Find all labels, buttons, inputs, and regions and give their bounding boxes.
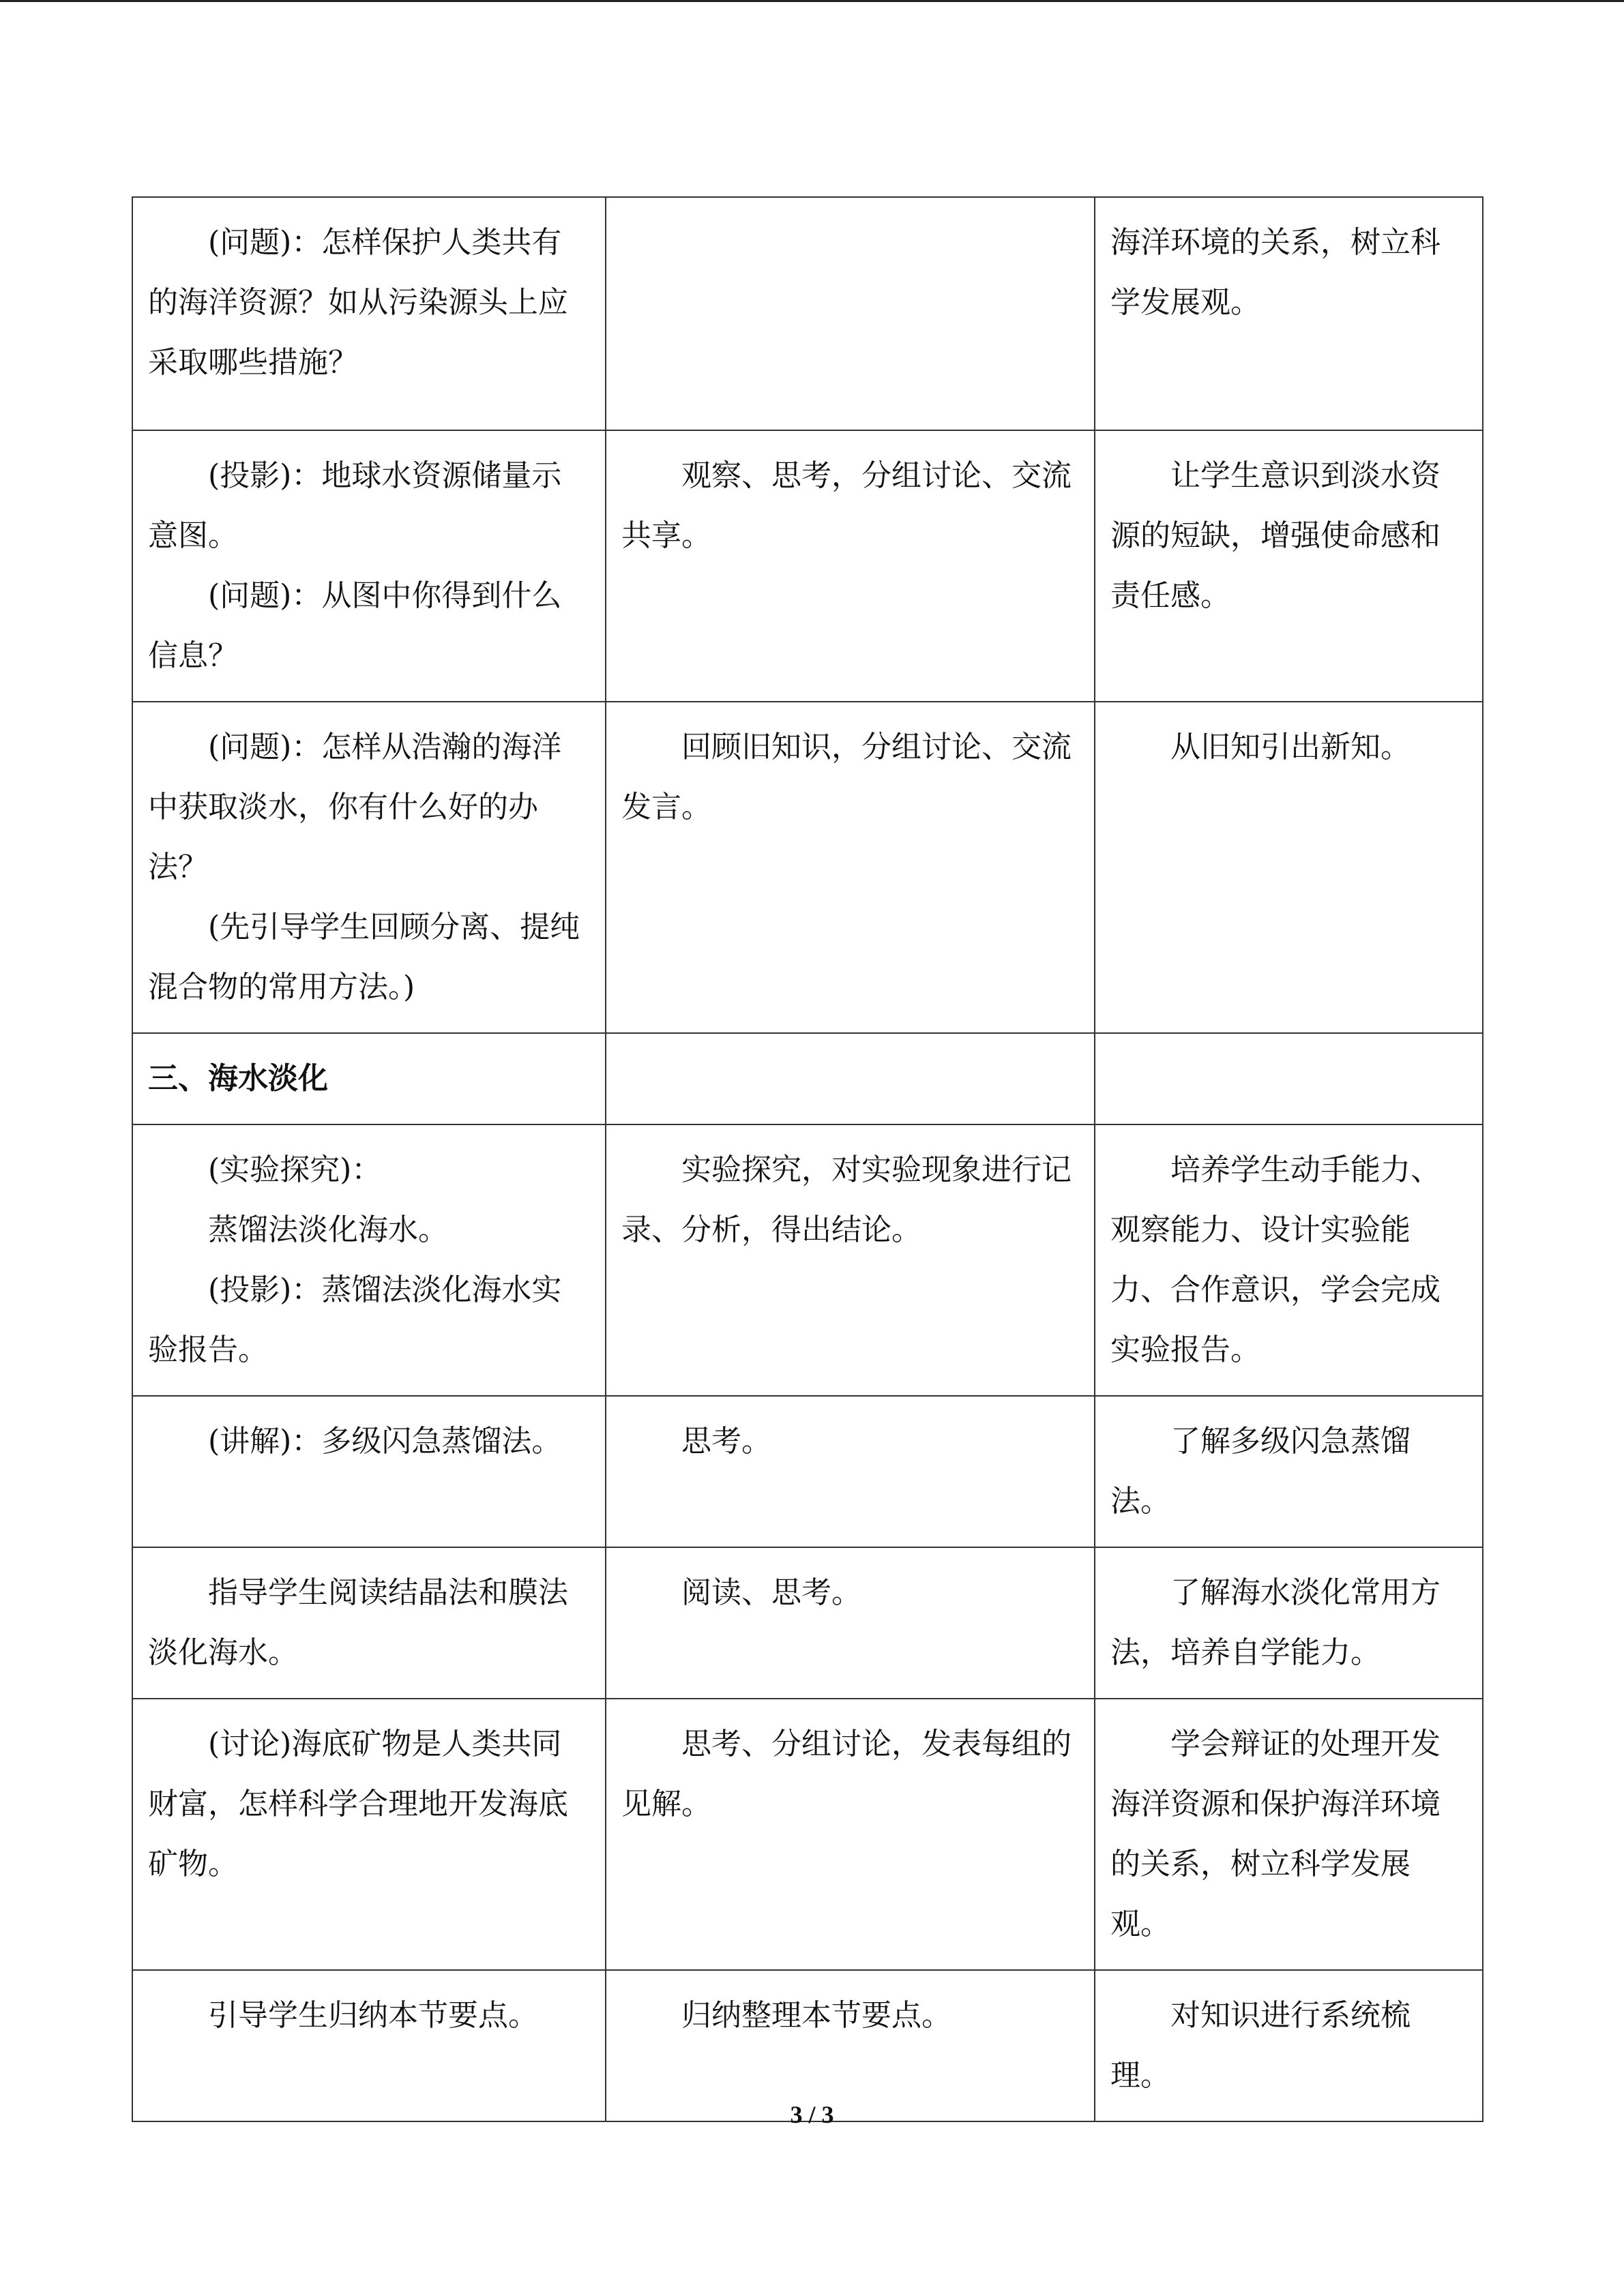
- student-activity-cell: [606, 1547, 1095, 1699]
- design-intent-cell: [1095, 1124, 1483, 1396]
- cell-paragraph: (讲解)：多级闪急蒸馏法。: [208, 1424, 562, 1459]
- empty-cell: [606, 1033, 1095, 1124]
- cell-paragraph: 实验探究，对实验现象进行记录、分析，得出结论。: [621, 1152, 1072, 1247]
- cell-paragraph: 指导学生阅读结晶法和膜法淡化海水。: [148, 1575, 568, 1670]
- design-intent-cell: [1095, 1396, 1483, 1547]
- cell-paragraph: 了解多级闪急蒸馏法。: [1110, 1424, 1411, 1519]
- teacher-activity-cell: [132, 197, 606, 430]
- student-activity-cell: [606, 1124, 1095, 1396]
- design-intent-cell: [1095, 1970, 1483, 2121]
- design-intent-cell: [1095, 1699, 1483, 1970]
- lesson-plan-table: [132, 196, 1483, 2122]
- teacher-activity-cell: [132, 702, 606, 1033]
- section-heading-cell: [132, 1033, 606, 1124]
- section-row: [132, 1033, 1483, 1124]
- teacher-activity-cell: [132, 1124, 606, 1396]
- cell-paragraph: 了解海水淡化常用方法，培养自学能力。: [1110, 1575, 1441, 1670]
- design-intent-cell: [1095, 1547, 1483, 1699]
- table-row: [132, 702, 1483, 1033]
- cell-paragraph: 培养学生动手能力、观察能力、设计实验能力、合作意识，学会完成实验报告。: [1110, 1152, 1441, 1367]
- table-row: [132, 1396, 1483, 1547]
- cell-paragraph: 思考、分组讨论，发表每组的见解。: [621, 1727, 1072, 1821]
- cell-paragraph: 蒸馏法淡化海水。: [208, 1212, 448, 1247]
- cell-paragraph: (投影)：蒸馏法淡化海水实验报告。: [148, 1272, 562, 1367]
- section-title: 三、海水淡化: [148, 1061, 328, 1096]
- design-intent-cell: [1095, 197, 1483, 430]
- student-activity-cell: [606, 1970, 1095, 2121]
- cell-paragraph: (讨论)海底矿物是人类共同财富，怎样科学合理地开发海底矿物。: [148, 1727, 568, 1881]
- cell-paragraph: 观察、思考，分组讨论、交流共享。: [621, 458, 1072, 553]
- cell-paragraph: 阅读、思考。: [681, 1575, 861, 1610]
- cell-paragraph: (问题)：怎样保护人类共有的海洋资源？如从污染源头上应采取哪些措施？: [148, 225, 568, 380]
- cell-paragraph: 学会辩证的处理开发海洋资源和保护海洋环境的关系，树立科学发展观。: [1110, 1727, 1441, 1941]
- design-intent-cell: [1095, 702, 1483, 1033]
- cell-paragraph: 从旧知引出新知。: [1170, 730, 1411, 764]
- teacher-activity-cell: [132, 1970, 606, 2121]
- student-activity-cell: [606, 1699, 1095, 1970]
- teacher-activity-cell: [132, 1699, 606, 1970]
- design-intent-cell: [1095, 430, 1483, 702]
- teacher-activity-cell: [132, 1547, 606, 1699]
- cell-paragraph: 思考。: [681, 1424, 771, 1459]
- cell-paragraph: 海洋环境的关系，树立科学发展观。: [1110, 225, 1441, 320]
- student-activity-cell: [606, 197, 1095, 430]
- table-row: [132, 1699, 1483, 1970]
- cell-paragraph: 对知识进行系统梳理。: [1110, 1998, 1411, 2093]
- cell-paragraph: (先引导学生回顾分离、提纯混合物的常用方法。): [148, 910, 580, 1004]
- page-top-border: [0, 0, 1624, 2]
- page-number: 3 / 3: [790, 2101, 834, 2128]
- student-activity-cell: [606, 702, 1095, 1033]
- table-row: [132, 1124, 1483, 1396]
- cell-paragraph: 回顾旧知识，分组讨论、交流发言。: [621, 730, 1072, 824]
- cell-paragraph: (问题)：怎样从浩瀚的海洋中获取淡水，你有什么好的办法？: [148, 730, 562, 884]
- empty-cell: [1095, 1033, 1483, 1124]
- table-row: [132, 1547, 1483, 1699]
- table-row: [132, 430, 1483, 702]
- table-row: [132, 197, 1483, 430]
- table-row: [132, 1970, 1483, 2121]
- cell-paragraph: 归纳整理本节要点。: [681, 1998, 951, 2033]
- cell-paragraph: (实验探究)：: [208, 1152, 382, 1187]
- teacher-activity-cell: [132, 430, 606, 702]
- student-activity-cell: [606, 430, 1095, 702]
- cell-paragraph: 引导学生归纳本节要点。: [208, 1998, 538, 2033]
- student-activity-cell: [606, 1396, 1095, 1547]
- cell-paragraph: 让学生意识到淡水资源的短缺，增强使命感和责任感。: [1110, 458, 1441, 613]
- cell-paragraph: (问题)：从图中你得到什么信息？: [148, 578, 562, 673]
- cell-paragraph: (投影)：地球水资源储量示意图。: [148, 458, 562, 553]
- teacher-activity-cell: [132, 1396, 606, 1547]
